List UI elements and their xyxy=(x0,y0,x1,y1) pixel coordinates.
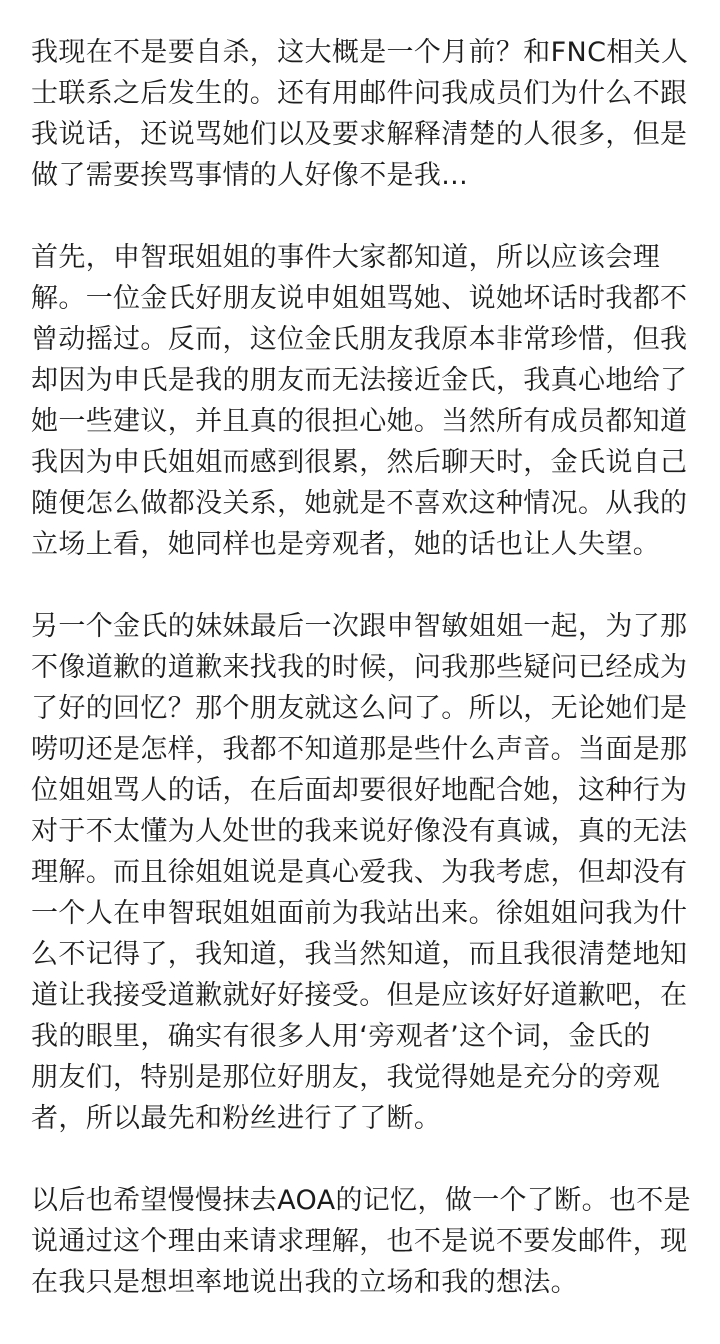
text-line: 她一些建议，并且真的很担心她。当然所有成员都知道 xyxy=(31,406,688,437)
text-line: 另一个金氏的妹妹最后一次跟申智敏姐姐一起，为了那 xyxy=(31,611,688,642)
paragraph-4 xyxy=(31,1180,691,1303)
text-line: 做了需要挨骂事情的人好像不是我... xyxy=(31,160,469,191)
text-line: 解。一位金氏好朋友说申姐姐骂她、说她坏话时我都不 xyxy=(31,283,688,314)
text-line: 么不记得了，我知道，我当然知道，而且我很清楚地知 xyxy=(31,939,688,970)
text-line: 说通过这个理由来请求理解，也不是说不要发邮件，现 xyxy=(31,1226,688,1257)
text-line: 不像道歉的道歉来找我的时候，问我那些疑问已经成为 xyxy=(31,652,688,683)
paragraph-2 xyxy=(31,237,691,565)
message-body xyxy=(31,32,691,1344)
text-line: 理解。而且徐姐姐说是真心爱我、为我考虑，但却没有 xyxy=(31,857,688,888)
text-line: 士联系之后发生的。还有用邮件问我成员们为什么不跟 xyxy=(31,78,688,109)
text-line: 我说话，还说骂她们以及要求解释清楚的人很多，但是 xyxy=(31,119,688,150)
text-line: 道让我接受道歉就好好接受。但是应该好好道歉吧，在 xyxy=(31,980,688,1011)
text-line: 首先，申智珉姐姐的事件大家都知道，所以应该会理 xyxy=(31,242,661,273)
text-line: 曾动摇过。反而，这位金氏朋友我原本非常珍惜，但我 xyxy=(31,324,688,355)
paragraph-3 xyxy=(31,606,691,1139)
text-line: 随便怎么做都没关系，她就是不喜欢这种情况。从我的 xyxy=(31,488,688,519)
text-line: 朋友们，特别是那位好朋友，我觉得她是充分的旁观 xyxy=(31,1062,661,1093)
text-line: 对于不太懂为人处世的我来说好像没有真诚，真的无法 xyxy=(31,816,688,847)
paragraph-1 xyxy=(31,32,691,196)
text-line: 却因为申氏是我的朋友而无法接近金氏，我真心地给了 xyxy=(31,365,688,396)
text-line: 我的眼里，确实有很多人用‘旁观者’这个词，金氏的 xyxy=(31,1021,651,1052)
text-line: 在我只是想坦率地说出我的立场和我的想法。 xyxy=(31,1267,578,1298)
text-line: 立场上看，她同样也是旁观者，她的话也让人失望。 xyxy=(31,529,661,560)
text-line: 我因为申氏姐姐而感到很累，然后聊天时，金氏说自己 xyxy=(31,447,688,478)
text-line: 唠叨还是怎样，我都不知道那是些什么声音。当面是那 xyxy=(31,734,688,765)
text-line: 了好的回忆？那个朋友就这么问了。所以，无论她们是 xyxy=(31,693,688,724)
text-line: 我现在不是要自杀，这大概是一个月前？和FNC相关人 xyxy=(31,37,689,68)
text-line: 者，所以最先和粉丝进行了了断。 xyxy=(31,1103,442,1134)
text-line: 以后也希望慢慢抹去AOA的记忆，做一个了断。也不是 xyxy=(31,1185,691,1216)
text-line: 一个人在申智珉姐姐面前为我站出来。徐姐姐问我为什 xyxy=(31,898,688,929)
text-line: 位姐姐骂人的话，在后面却要很好地配合她，这种行为 xyxy=(31,775,688,806)
